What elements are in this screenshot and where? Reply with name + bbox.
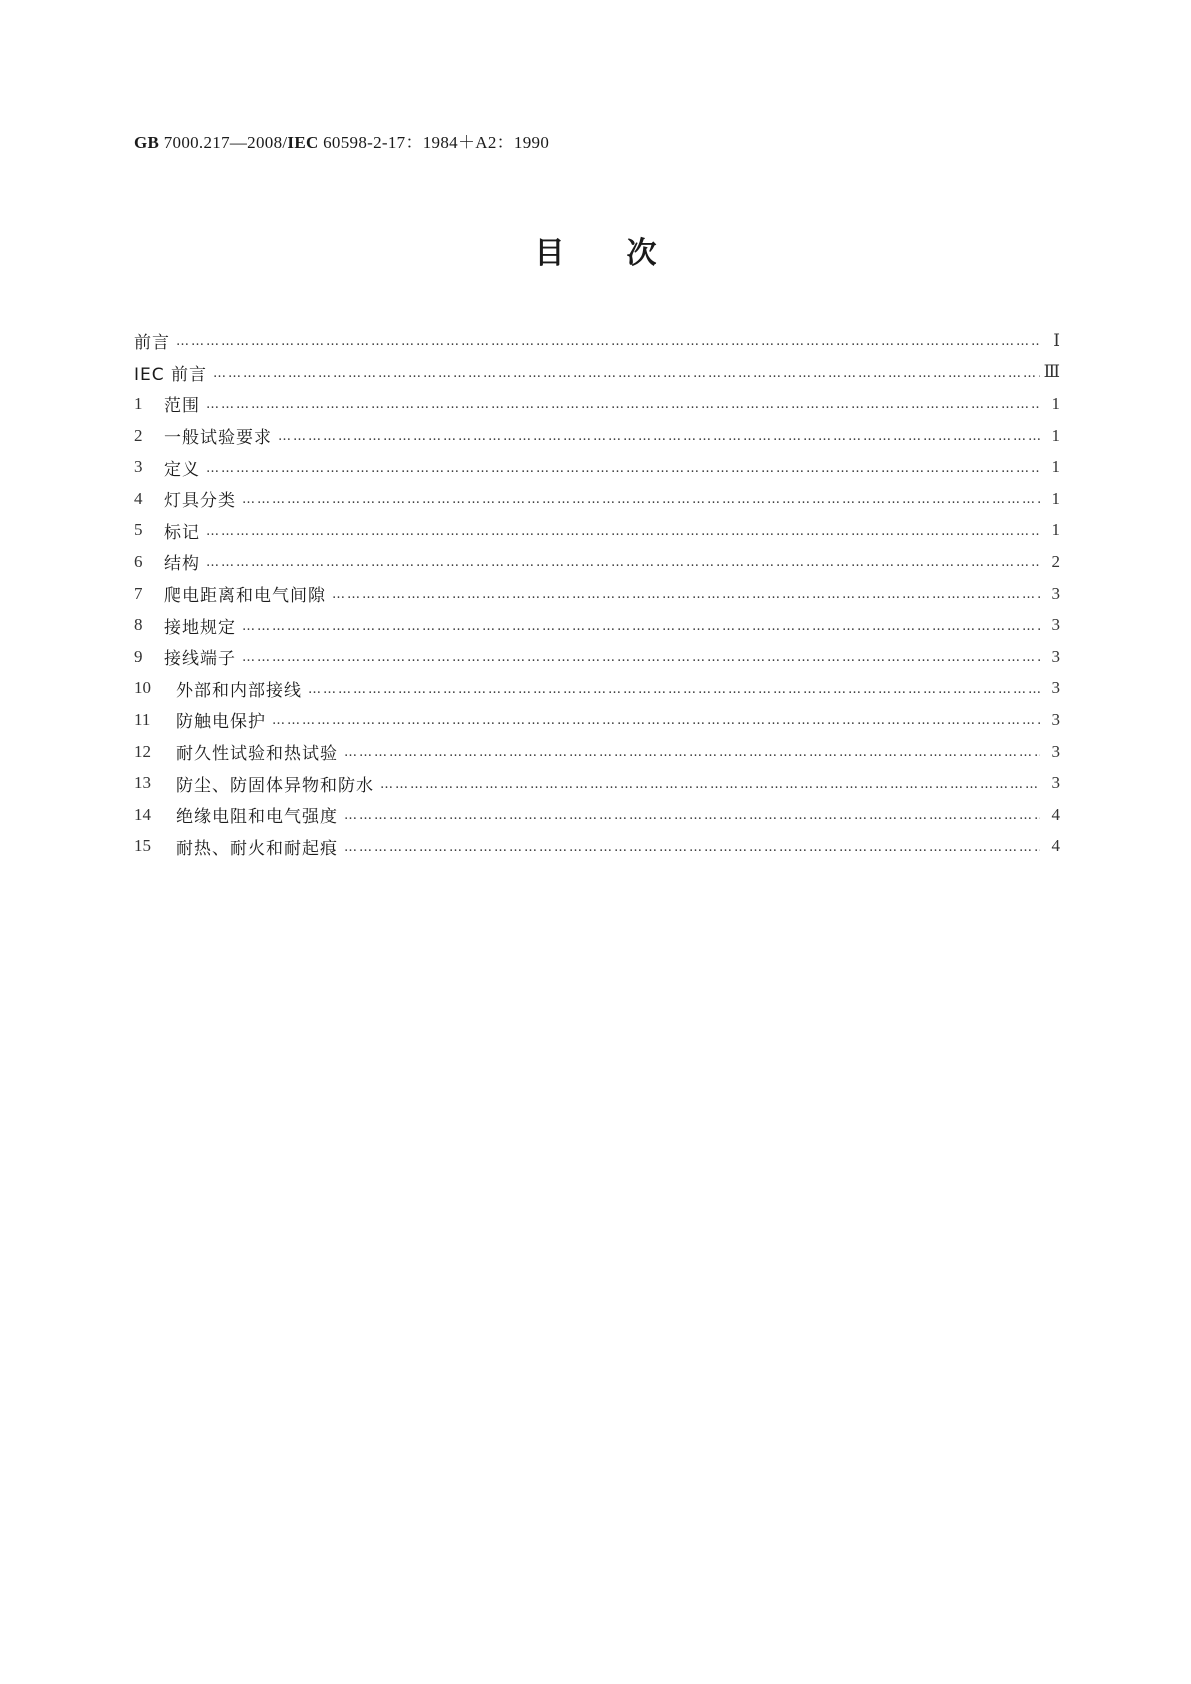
toc-leader-dots [332,587,1040,602]
toc-entry-foreword[interactable] [134,325,1060,357]
toc-entry-7[interactable] [134,578,1060,610]
toc-entry-label: 一般试验要求 [164,428,272,449]
toc-leader-dots [242,492,1040,507]
toc-entry-label: 外部和内部接线 [176,680,302,701]
toc-entry-number: 11 [134,709,151,729]
table-of-contents [134,325,1060,862]
toc-entry-page: 3 [1051,678,1060,698]
toc-entry-page: Ⅲ [1043,362,1060,382]
toc-entry-page: 2 [1051,551,1060,571]
toc-entry-number: 9 [134,646,143,666]
toc-entry-11[interactable] [134,704,1060,736]
toc-leader-dots [344,840,1040,855]
toc-entry-iec-foreword[interactable] [134,357,1060,389]
toc-leader-dots [206,524,1040,539]
gb-prefix: GB [134,133,160,152]
toc-leader-dots [380,777,1040,792]
toc-entry-label: 耐热、耐火和耐起痕 [176,838,338,859]
toc-leader-dots [242,619,1040,634]
toc-entry-label: IEC 前言 [134,364,208,385]
page-title: 目次 [534,236,719,271]
toc-entry-page: 1 [1051,488,1060,508]
toc-entry-page: 1 [1051,520,1060,540]
toc-entry-label: 前言 [134,333,170,354]
toc-entry-label: 标记 [164,522,200,543]
toc-entry-number: 6 [134,551,143,571]
toc-entry-14[interactable] [134,799,1060,831]
toc-entry-label: 定义 [164,459,200,480]
toc-leader-dots [206,461,1040,476]
toc-leader-dots [344,745,1040,760]
iec-number: 60598-2-17：1984＋A2：1990 [323,133,550,152]
toc-entry-page: 4 [1051,836,1060,856]
toc-entry-number: 7 [134,583,143,603]
toc-entry-label: 范围 [164,396,200,417]
toc-leader-dots [206,397,1040,412]
toc-entry-3[interactable] [134,451,1060,483]
toc-entry-8[interactable] [134,609,1060,641]
toc-entry-page: 3 [1051,709,1060,729]
toc-entry-page: 3 [1051,583,1060,603]
toc-entry-page: 3 [1051,615,1060,635]
toc-leader-dots [272,713,1040,728]
toc-entry-6[interactable] [134,546,1060,578]
toc-entry-number: 13 [134,773,151,793]
toc-entry-number: 3 [134,457,143,477]
toc-entry-15[interactable] [134,831,1060,863]
toc-entry-number: 12 [134,741,151,761]
toc-entry-number: 2 [134,425,143,445]
toc-entry-number: 5 [134,520,143,540]
toc-entry-4[interactable] [134,483,1060,515]
toc-entry-5[interactable] [134,515,1060,547]
toc-entry-label: 绝缘电阻和电气强度 [176,807,338,828]
toc-entry-label: 防触电保护 [176,712,266,733]
toc-entry-number: 10 [134,678,151,698]
toc-entry-10[interactable] [134,673,1060,705]
toc-entry-9[interactable] [134,641,1060,673]
toc-entry-1[interactable] [134,388,1060,420]
gb-number: 7000.217—2008/ [163,133,288,152]
toc-leader-dots [213,366,1040,381]
toc-entry-label: 防尘、防固体异物和防水 [176,775,374,796]
toc-entry-page: 4 [1051,804,1060,824]
toc-entry-page: 1 [1051,425,1060,445]
toc-leader-dots [176,334,1040,349]
toc-leader-dots [206,555,1040,570]
toc-entry-page: 3 [1051,773,1060,793]
toc-entry-13[interactable] [134,767,1060,799]
toc-entry-label: 灯具分类 [164,491,236,512]
toc-leader-dots [344,808,1040,823]
toc-entry-number: 15 [134,836,151,856]
toc-entry-label: 结构 [164,554,200,575]
toc-entry-label: 接线端子 [164,649,236,670]
toc-entry-number: 1 [134,393,143,413]
iec-prefix: IEC [287,133,319,152]
toc-entry-label: 接地规定 [164,617,236,638]
toc-entry-page: 3 [1051,741,1060,761]
toc-entry-page: Ⅰ [1053,330,1060,350]
toc-entry-2[interactable] [134,420,1060,452]
toc-entry-number: 8 [134,615,143,635]
toc-leader-dots [308,682,1040,697]
toc-entry-12[interactable] [134,736,1060,768]
toc-leader-dots [242,650,1040,665]
toc-entry-page: 1 [1051,457,1060,477]
toc-leader-dots [278,429,1040,444]
toc-entry-number: 4 [134,488,143,508]
toc-entry-label: 爬电距离和电气间隙 [164,586,326,607]
toc-entry-page: 1 [1051,393,1060,413]
toc-entry-number: 14 [134,804,151,824]
toc-entry-page: 3 [1051,646,1060,666]
standard-number-header [134,128,549,153]
toc-entry-label: 耐久性试验和热试验 [176,744,338,765]
